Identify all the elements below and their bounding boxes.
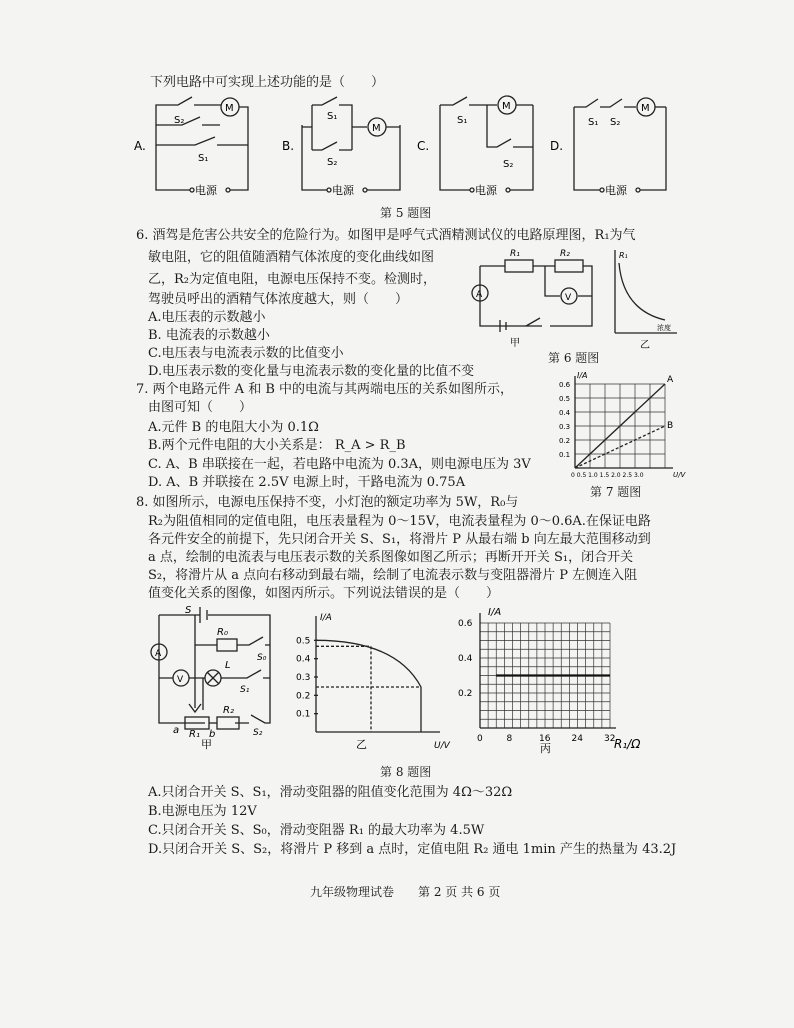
q8-bing-ytick: 0.2 [458,689,473,699]
q7-ytick: 0.1 [559,451,571,459]
q8-line6: 值变化关系的图像，如图丙所示。下列说法错误的是（ ） [148,586,500,601]
q5-c-m: M [502,101,511,112]
q7-chart [555,368,685,480]
q8-line5: S₂，将滑片从 a 点向右移动到最右端，绘制了电流表示数与变阻器滑片 P 左侧连入阻 [148,568,638,583]
q8-bing-xtick: 8 [506,734,513,744]
q8-s1-label: S₁ [240,685,250,695]
q5-b-m: M [372,123,381,134]
q6-opt-d: D.电压表示数的变化量与电流表示数的变化量的比值不变 [148,364,475,379]
q8-opt-b: B.电源电压为 12V [148,804,257,819]
q5-c-s1: S₁ [457,115,468,126]
q6-jia-label: 甲 [510,338,520,349]
q7-line2: 由图可知（ ） [148,400,253,415]
q8-voltmeter: V [177,675,184,685]
q8-bing-xlabel: R₁/Ω [614,737,641,751]
q8-bing-xtick: 0 [477,734,483,744]
q5-c-power: 电源 [475,184,497,197]
q6-caption: 第 6 题图 [548,351,600,365]
q6-r1-label: R₁ [510,249,520,259]
q8-r0-label: R₀ [217,627,228,638]
q8-bing-ytick: 0.4 [458,654,473,664]
q7-ytick: 0.4 [559,409,571,417]
q7-opt-a: A.元件 B 的电阻大小为 0.1Ω [148,420,319,435]
q7-ylabel: I/A [577,371,588,380]
q6-conc-label: 浓度 [657,324,671,332]
q5-d-s2: S₂ [610,117,621,128]
q7-opt-c: C. A、B 串联接在一起，若电路中电流为 0.3A，则电源电压为 3V [148,457,531,472]
q5-opt-a-label: A. [134,139,146,153]
q7-line-b-label: B [667,421,674,431]
q8-chart-bing [450,603,665,758]
q5-opt-b-label: B. [282,139,295,153]
q8-r1-label: R₁ [189,729,200,740]
q7-xticks: 0 0.5 1.0 1.5 2.0 2.5 3.0 [571,472,644,479]
q8-line2: R₂为阻值相同的定值电阻，电压表量程为 0～15V，电流表量程为 0～0.6A.在保证电路 [148,514,651,529]
q6-opt-a: A.电压表的示数越小 [148,310,266,325]
q6-ammeter: A [476,290,483,300]
q6-line3: 乙，R₂为定值电阻，电源电压保持不变。检测时， [148,272,436,287]
q5-d-power: 电源 [605,184,627,197]
q5-circuit-d [548,95,678,200]
q8-yi-label: 乙 [356,738,367,751]
q5-caption: 第 5 题图 [380,206,432,220]
q5-b-s2: S₂ [327,157,338,168]
q5-circuit-c [415,95,545,200]
q5-opt-c-label: C. [417,139,430,153]
q5-a-m: M [225,103,234,114]
q7-xlabel: U/V [673,471,686,479]
q8-yi-ytick: 0.4 [296,654,311,665]
q6-yi-r1: R₁ [619,251,628,260]
q8-ammeter: A [155,649,162,659]
q8-s-label: S [185,605,192,616]
q5-b-power: 电源 [332,184,354,197]
q5-a-s1: S₁ [198,153,209,164]
q5-d-m: M [641,103,650,114]
q8-line3: 各元件安全的前提下，先只闭合开关 S、S₁，将滑片 P 从最右端 b 向左最大范围移动到 [148,532,651,547]
q5-circuit-a [130,95,260,200]
q8-bing-ylabel: I/A [488,607,502,618]
q8-a-point: a [173,725,180,736]
q8-opt-c: C.只闭合开关 S、S₀，滑动变阻器 R₁ 的最大功率为 4.5W [148,823,485,838]
q8-b-point: b [209,729,216,740]
q8-yi-ytick: 0.2 [296,691,311,702]
q5-b-s1: S₁ [327,111,338,122]
q5-lead: 下列电路中可实现上述功能的是（ ） [150,75,385,90]
q8-yi-ytick: 0.3 [296,673,311,683]
q8-bing-ytick: 0.6 [458,619,473,629]
q6-line1: 6. 酒驾是危害公共安全的危险行为。如图甲是呼气式酒精测试仪的电路原理图，R₁为气 [136,228,636,243]
q8-jia-label: 甲 [201,738,212,751]
q5-c-s2: S₂ [503,159,514,170]
q6-opt-c: C.电压表与电流表示数的比值变小 [148,346,344,361]
page-footer: 九年级物理试卷 第 2 页 共 6 页 [310,885,501,899]
q8-bing-xtick: 32 [604,734,616,744]
q7-ytick: 0.3 [559,423,571,431]
q5-a-power: 电源 [195,184,217,197]
q8-bing-label: 丙 [540,742,551,755]
q8-caption: 第 8 题图 [380,765,432,779]
q5-d-s1: S₁ [588,117,599,128]
q7-ytick: 0.2 [559,437,571,445]
q7-line1: 7. 两个电路元件 A 和 B 中的电流与其两端电压的关系如图所示， [136,382,514,397]
q8-s2-label: S₂ [253,728,263,738]
q8-yi-xlabel: U/V [434,741,450,751]
q7-caption: 第 7 题图 [590,485,642,499]
q5-opt-d-label: D. [550,139,564,153]
q6-graph-yi [605,248,680,351]
q5-a-s2: S₂ [174,115,185,126]
q5-circuit-b [282,95,412,200]
q8-yi-ytick: 0.5 [296,636,311,647]
q8-line4: a 点，绘制的电流表与电压表示数的关系图像如图乙所示；再断开开关 S₁，闭合开关 [148,550,634,565]
q8-opt-d: D.只闭合开关 S、S₂，将滑片 P 移到 a 点时，定值电阻 R₂ 通电 1min 产生的热量为 43.2J [148,842,677,857]
q8-yi-curve [316,640,421,732]
q6-line2: 敏电阻，它的阻值随酒精气体浓度的变化曲线如图 [148,250,435,265]
q6-opt-b: B. 电流表的示数越小 [148,328,270,343]
q6-yi-label: 乙 [640,340,650,351]
q8-r2-label: R₂ [223,705,234,716]
q8-bing-xtick: 24 [571,734,583,744]
q6-r2-label: R₂ [560,249,570,259]
q7-line-a-label: A [667,375,674,385]
q6-voltmeter: V [565,293,572,303]
q7-opt-b: B.两个元件电阻的大小关系是： R_A > R_B [148,438,406,453]
q8-opt-a: A.只闭合开关 S、S₁，滑动变阻器的阻值变化范围为 4Ω～32Ω [148,785,513,800]
q8-yi-ytick: 0.1 [296,709,311,720]
q8-line1: 8. 如图所示，电源电压保持不变，小灯泡的额定功率为 5W，R₀与 [136,495,519,510]
q7-ytick: 0.5 [559,395,571,403]
q7-ytick: 0.6 [559,381,571,389]
q8-bing-xtick: 16 [539,734,551,744]
q8-l-label: L [225,660,231,671]
q8-yi-ylabel: I/A [320,613,332,623]
q8-chart-yi [292,612,462,752]
q8-s0-label: S₀ [257,653,267,663]
q6-circuit-jia [470,248,600,348]
q7-opt-d: D. A、B 并联接在 2.5V 电源上时，干路电流为 0.75A [148,475,466,490]
q6-line4: 驾驶员呼出的酒精气体浓度越大，则（ ） [148,292,409,307]
q8-circuit-jia [145,600,285,750]
